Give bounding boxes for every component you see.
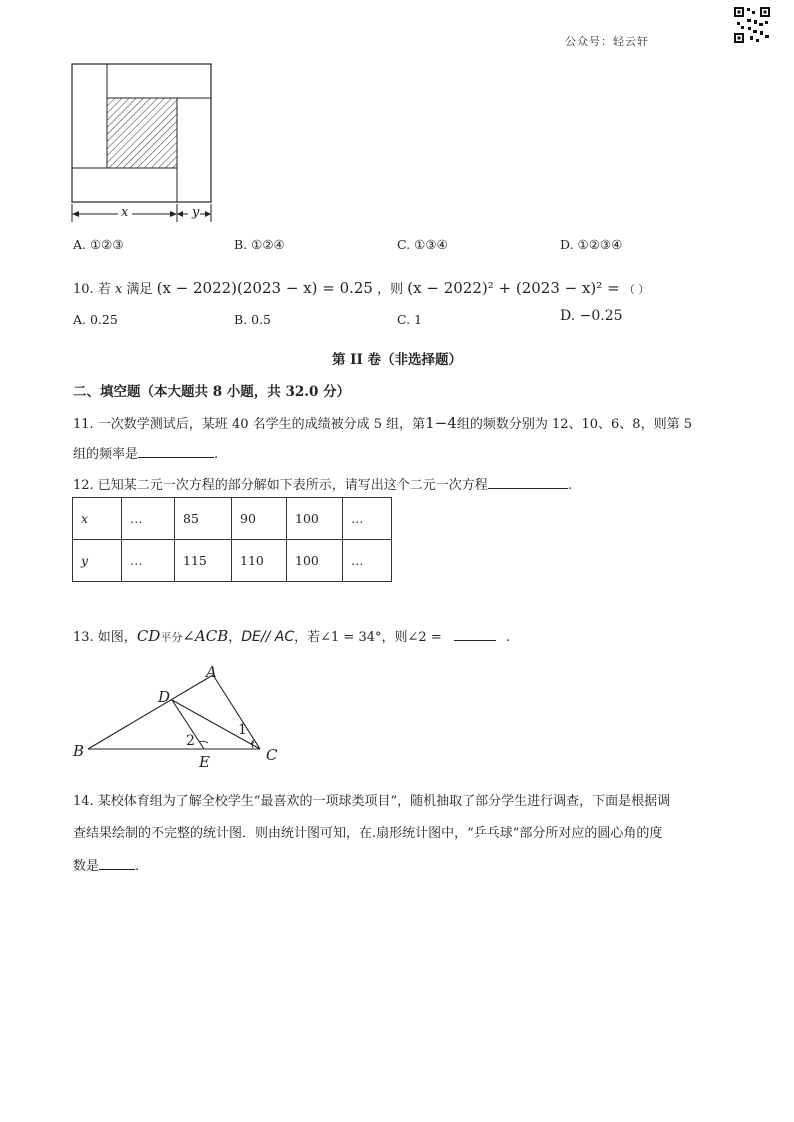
q13-label-angle2: 2: [186, 733, 195, 749]
q13-bisect: 平分: [160, 631, 183, 644]
q12-answer-blank[interactable]: [488, 475, 568, 489]
q13-label-angle1: 1: [238, 722, 247, 738]
q9-option-d[interactable]: D. ①②③④: [560, 237, 623, 252]
q13-number: 13. 如图，: [73, 630, 137, 645]
table-cell: y: [73, 540, 122, 582]
q13-angle1: ∠1 = 34°: [320, 630, 382, 645]
q10-option-b[interactable]: B. 0.5: [234, 312, 272, 327]
table-cell: …: [343, 498, 392, 540]
q13-label-b: B: [73, 742, 85, 760]
q14-text: 数是: [73, 859, 100, 874]
q12-solution-table: [72, 497, 392, 582]
q13-angle-acb: ∠ACB: [182, 627, 229, 645]
q11-text-b: 组的频数分别为 12、10、6、8，则第 5: [456, 417, 692, 432]
part2-title: 第 II 卷（非选择题）: [331, 352, 463, 368]
q13-question: [73, 626, 510, 645]
q13-label-c: C: [266, 746, 278, 764]
q11-text-a: 11. 一次数学测试后，某班 40 名学生的成绩被分成 5 组，第: [73, 417, 426, 432]
q10-question: [73, 278, 649, 297]
q10-expression: (x − 2022)² + (2023 − x)² =: [407, 279, 620, 297]
q13-cd: CD: [136, 627, 161, 645]
q9-square-figure: [68, 60, 218, 225]
section2-title: 二、填空题（本大题共 8 小题，共 32.0 分）: [73, 384, 351, 400]
q14-line3: [73, 855, 139, 874]
q9-option-c[interactable]: C. ①③④: [397, 237, 448, 252]
table-cell: 115: [175, 540, 232, 582]
q9-label-y: y: [192, 205, 200, 220]
table-cell: 100: [287, 540, 343, 582]
table-cell: …: [343, 540, 392, 582]
q9-label-x: x: [121, 205, 129, 220]
table-cell: 110: [232, 540, 287, 582]
table-cell: 85: [175, 498, 232, 540]
q12-end: .: [567, 478, 572, 493]
q10-condition: (x − 2022)(2023 − x) = 0.25: [156, 279, 373, 297]
table-row: [73, 540, 392, 582]
table-cell: x: [73, 498, 122, 540]
q13-end: .: [506, 630, 511, 645]
q11-answer-blank[interactable]: [138, 444, 214, 458]
table-cell: …: [122, 540, 175, 582]
q13-triangle-figure: [68, 660, 298, 772]
q10-number: 10. 若: [73, 282, 111, 297]
q10-paren: （ ）: [623, 283, 650, 296]
q10-var-x: x: [114, 282, 123, 297]
table-cell: 100: [287, 498, 343, 540]
q9-option-b[interactable]: B. ①②④: [234, 237, 285, 252]
q13-if: ，若: [294, 630, 321, 645]
q14-answer-blank[interactable]: [99, 856, 135, 870]
q13-answer-blank[interactable]: [454, 627, 496, 641]
q14-line2: 查结果绘制的不完整的统计图．则由统计图可知，在.扇形统计图中，“乒乓球”部分所对应的圆心角的度: [73, 826, 663, 841]
q14-end: .: [135, 859, 140, 874]
table-cell: 90: [232, 498, 287, 540]
q13-comma: ，: [228, 630, 242, 645]
q13-de-ac: DE// AC: [241, 629, 295, 645]
q14-line1: 14. 某校体育组为了解全校学生“最喜欢的一项球类项目”，随机抽取了部分学生进行调查，下面是根据调: [73, 794, 671, 809]
header-account: 公众号：轻云轩: [565, 35, 649, 48]
q11-line2: [73, 443, 218, 462]
qr-code-icon: [732, 5, 772, 45]
table-cell: …: [122, 498, 175, 540]
q10-option-a[interactable]: A. 0.25: [73, 312, 118, 327]
q13-label-e: E: [199, 753, 210, 771]
q10-option-c[interactable]: C. 1: [397, 312, 423, 327]
q9-option-a[interactable]: A. ①②③: [73, 237, 124, 252]
q13-label-a: A: [206, 663, 217, 681]
q11-text-c: 组的频率是: [73, 447, 139, 462]
q13-angle2: ∠2 =: [407, 630, 442, 645]
q13-then: ，则: [381, 630, 408, 645]
q10-then: ，则: [377, 282, 404, 297]
q10-mid: 满足: [126, 282, 153, 297]
q11-range: 1−4: [425, 414, 457, 432]
q12-text: 12. 已知某二元一次方程的部分解如下表所示，请写出这个二元一次方程: [73, 478, 488, 493]
table-row: [73, 498, 392, 540]
q12-question: [73, 474, 572, 493]
q13-label-d: D: [158, 688, 171, 706]
q11-line1: [73, 413, 692, 432]
q11-end: .: [214, 447, 219, 462]
q10-option-d[interactable]: D. −0.25: [560, 308, 623, 324]
